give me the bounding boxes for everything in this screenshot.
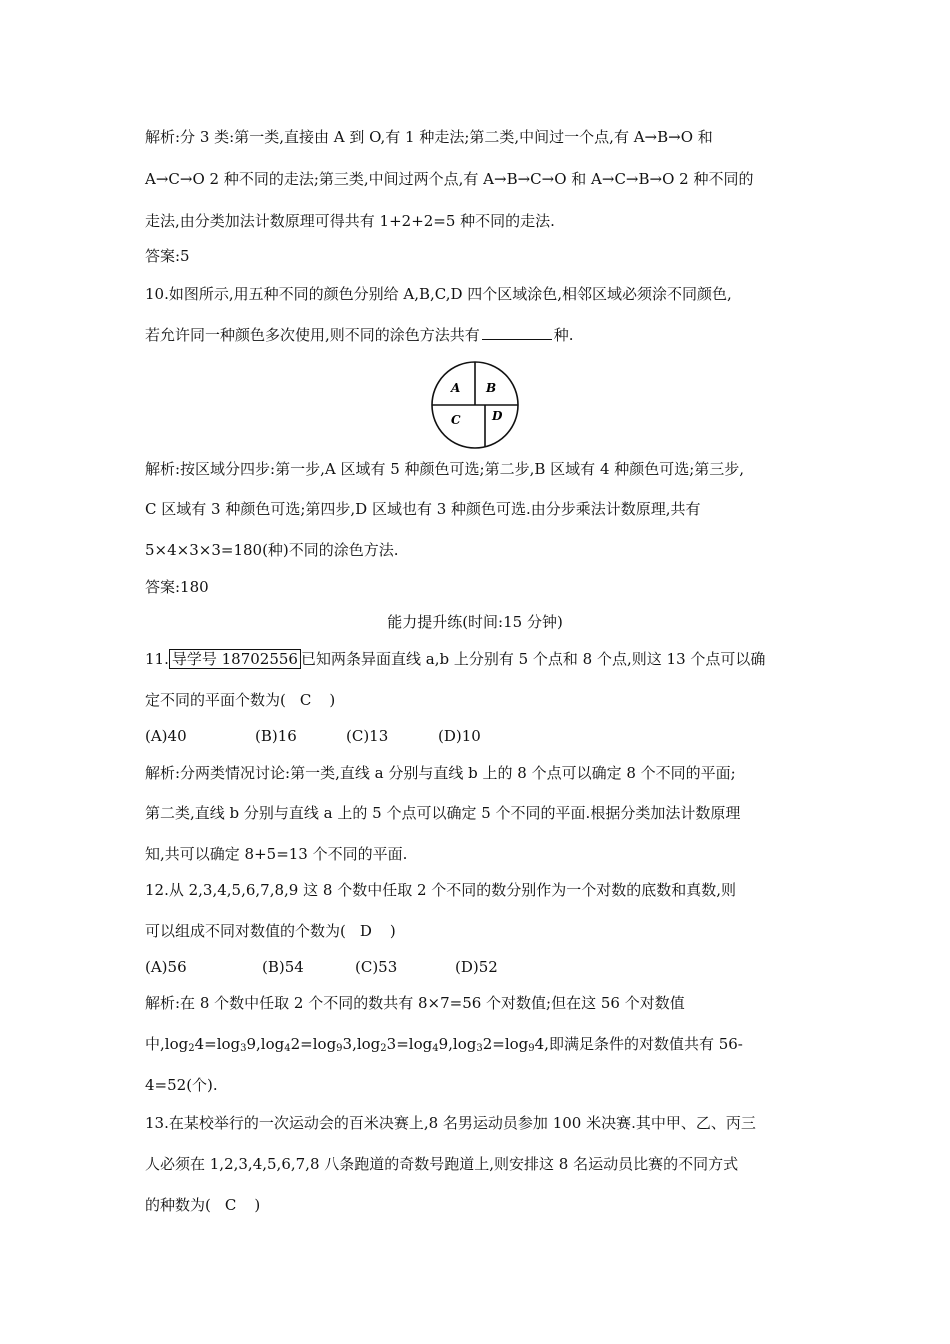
log-base: 2 [188, 1043, 195, 1054]
region-label-a: A [451, 381, 461, 395]
q10-question-tail: 种. [553, 326, 574, 344]
q9-solution-line-3: 走法,由分类加法计数原理可得共有 1+2+2=5 种不同的走法. [145, 212, 555, 230]
log-base: 4 [284, 1043, 291, 1054]
sol-text: 中,log [145, 1035, 189, 1053]
q10-solution-line-3: 5×4×3×3=180(种)不同的涂色方法. [145, 541, 399, 559]
q12-question-line-2 [145, 921, 396, 941]
region-label-c: C [451, 413, 461, 427]
q10-question-text: 若允许同一种颜色多次使用,则不同的涂色方法共有 [145, 326, 480, 344]
q12-question-tail: 可以组成不同对数值的个数为( [145, 922, 346, 940]
q12-option-a: (A)56 [145, 958, 187, 976]
q13-question-tail: 的种数为( [145, 1196, 211, 1214]
log-base: 3 [240, 1043, 247, 1054]
sol-text: 3=log [386, 1035, 433, 1053]
q12-option-d: (D)52 [455, 958, 498, 976]
q11-answer-letter: C [299, 691, 312, 709]
q11-question-tail: 定不同的平面个数为( [145, 691, 286, 709]
q11-option-b: (B)16 [255, 727, 297, 745]
q11-solution-line-2: 第二类,直线 b 分别与直线 a 上的 5 个点可以确定 5 个不同的平面.根据分类加法计数原理 [145, 804, 741, 822]
q12-solution-line-3: 4=52(个). [145, 1076, 218, 1094]
q12-option-b: (B)54 [262, 958, 304, 976]
q11-number: 11. [145, 650, 169, 668]
q9-solution-line-1: 解析:分 3 类:第一类,直接由 A 到 O,有 1 种走法;第二类,中间过一个点,有 A→B→O 和 [145, 128, 713, 146]
answer-blank [482, 325, 552, 340]
q10-solution-line-1: 解析:按区域分四步:第一步,A 区域有 5 种颜色可选;第二步,B 区域有 4 种颜色可选;第三步, [145, 460, 745, 478]
region-label-b: B [486, 381, 497, 395]
q11-option-d: (D)10 [438, 727, 481, 745]
q11-solution-line-3: 知,共可以确定 8+5=13 个不同的平面. [145, 845, 408, 863]
log-base: 3 [476, 1043, 483, 1054]
q12-solution-line-1: 解析:在 8 个数中任取 2 个不同的数共有 8×7=56 个对数值;但在这 56 个对数值 [145, 994, 685, 1012]
region-label-d: D [492, 409, 503, 423]
q10-answer: 答案:180 [145, 578, 209, 596]
q10-question-line-1: 10.如图所示,用五种不同的颜色分别给 A,B,C,D 四个区域涂色,相邻区域必须涂不同颜色, [145, 285, 732, 303]
q13-question-line-1: 13.在某校举行的一次运动会的百米决赛上,8 名男运动员参加 100 米决赛.其中甲、乙、丙三 [145, 1114, 756, 1132]
guide-number-box: 导学号 18702556 [169, 649, 301, 669]
q10-question-line-2 [145, 325, 574, 345]
log-base: 9 [528, 1043, 535, 1054]
q12-solution-line-2 [145, 1034, 743, 1054]
circle-region-figure [429, 360, 521, 450]
q11-solution-line-1: 解析:分两类情况讨论:第一类,直线 a 分别与直线 b 上的 8 个点可以确定 8 个不同的平面; [145, 764, 736, 782]
q12-close-paren: ) [389, 922, 396, 940]
q13-close-paren: ) [254, 1196, 261, 1214]
log-base: 2 [380, 1043, 387, 1054]
q11-question-text: 已知两条异面直线 a,b 上分别有 5 个点和 8 个点,则这 13 个点可以确 [300, 650, 766, 668]
sol-text: 9,log [438, 1035, 477, 1053]
q12-answer-letter: D [359, 922, 372, 940]
q13-question-line-3 [145, 1195, 260, 1215]
log-base: 4 [432, 1043, 439, 1054]
q9-answer: 答案:5 [145, 247, 190, 265]
sol-text: 3,log [342, 1035, 381, 1053]
q13-question-line-2: 人必须在 1,2,3,4,5,6,7,8 八条跑道的奇数号跑道上,则安排这 8 名运动员比赛的不同方式 [145, 1155, 739, 1173]
q12-question-line-1: 12.从 2,3,4,5,6,7,8,9 这 8 个数中任取 2 个不同的数分别作为一个对数的底数和真数,则 [145, 881, 737, 899]
sol-text: 4,即满足条件的对数值共有 56- [534, 1035, 743, 1053]
sol-text: 2=log [482, 1035, 529, 1053]
sol-text: 2=log [290, 1035, 337, 1053]
sol-text: 9,log [246, 1035, 285, 1053]
log-base: 9 [336, 1043, 343, 1054]
q11-option-a: (A)40 [145, 727, 187, 745]
q12-option-c: (C)53 [355, 958, 398, 976]
q9-solution-line-2: A→C→O 2 种不同的走法;第三类,中间过两个点,有 A→B→C→O 和 A→C→B→O 2 种不同的 [145, 170, 754, 188]
section-title: 能力提升练(时间:15 分钟) [387, 613, 563, 631]
q10-solution-line-2: C 区域有 3 种颜色可选;第四步,D 区域也有 3 种颜色可选.由分步乘法计数原理,共有 [145, 500, 701, 518]
q11-close-paren: ) [329, 691, 336, 709]
q11-question-line-2 [145, 690, 335, 710]
q11-question-line-1 [145, 649, 765, 669]
sol-text: 4=log [194, 1035, 241, 1053]
q13-answer-letter: C [224, 1196, 237, 1214]
q11-option-c: (C)13 [346, 727, 389, 745]
